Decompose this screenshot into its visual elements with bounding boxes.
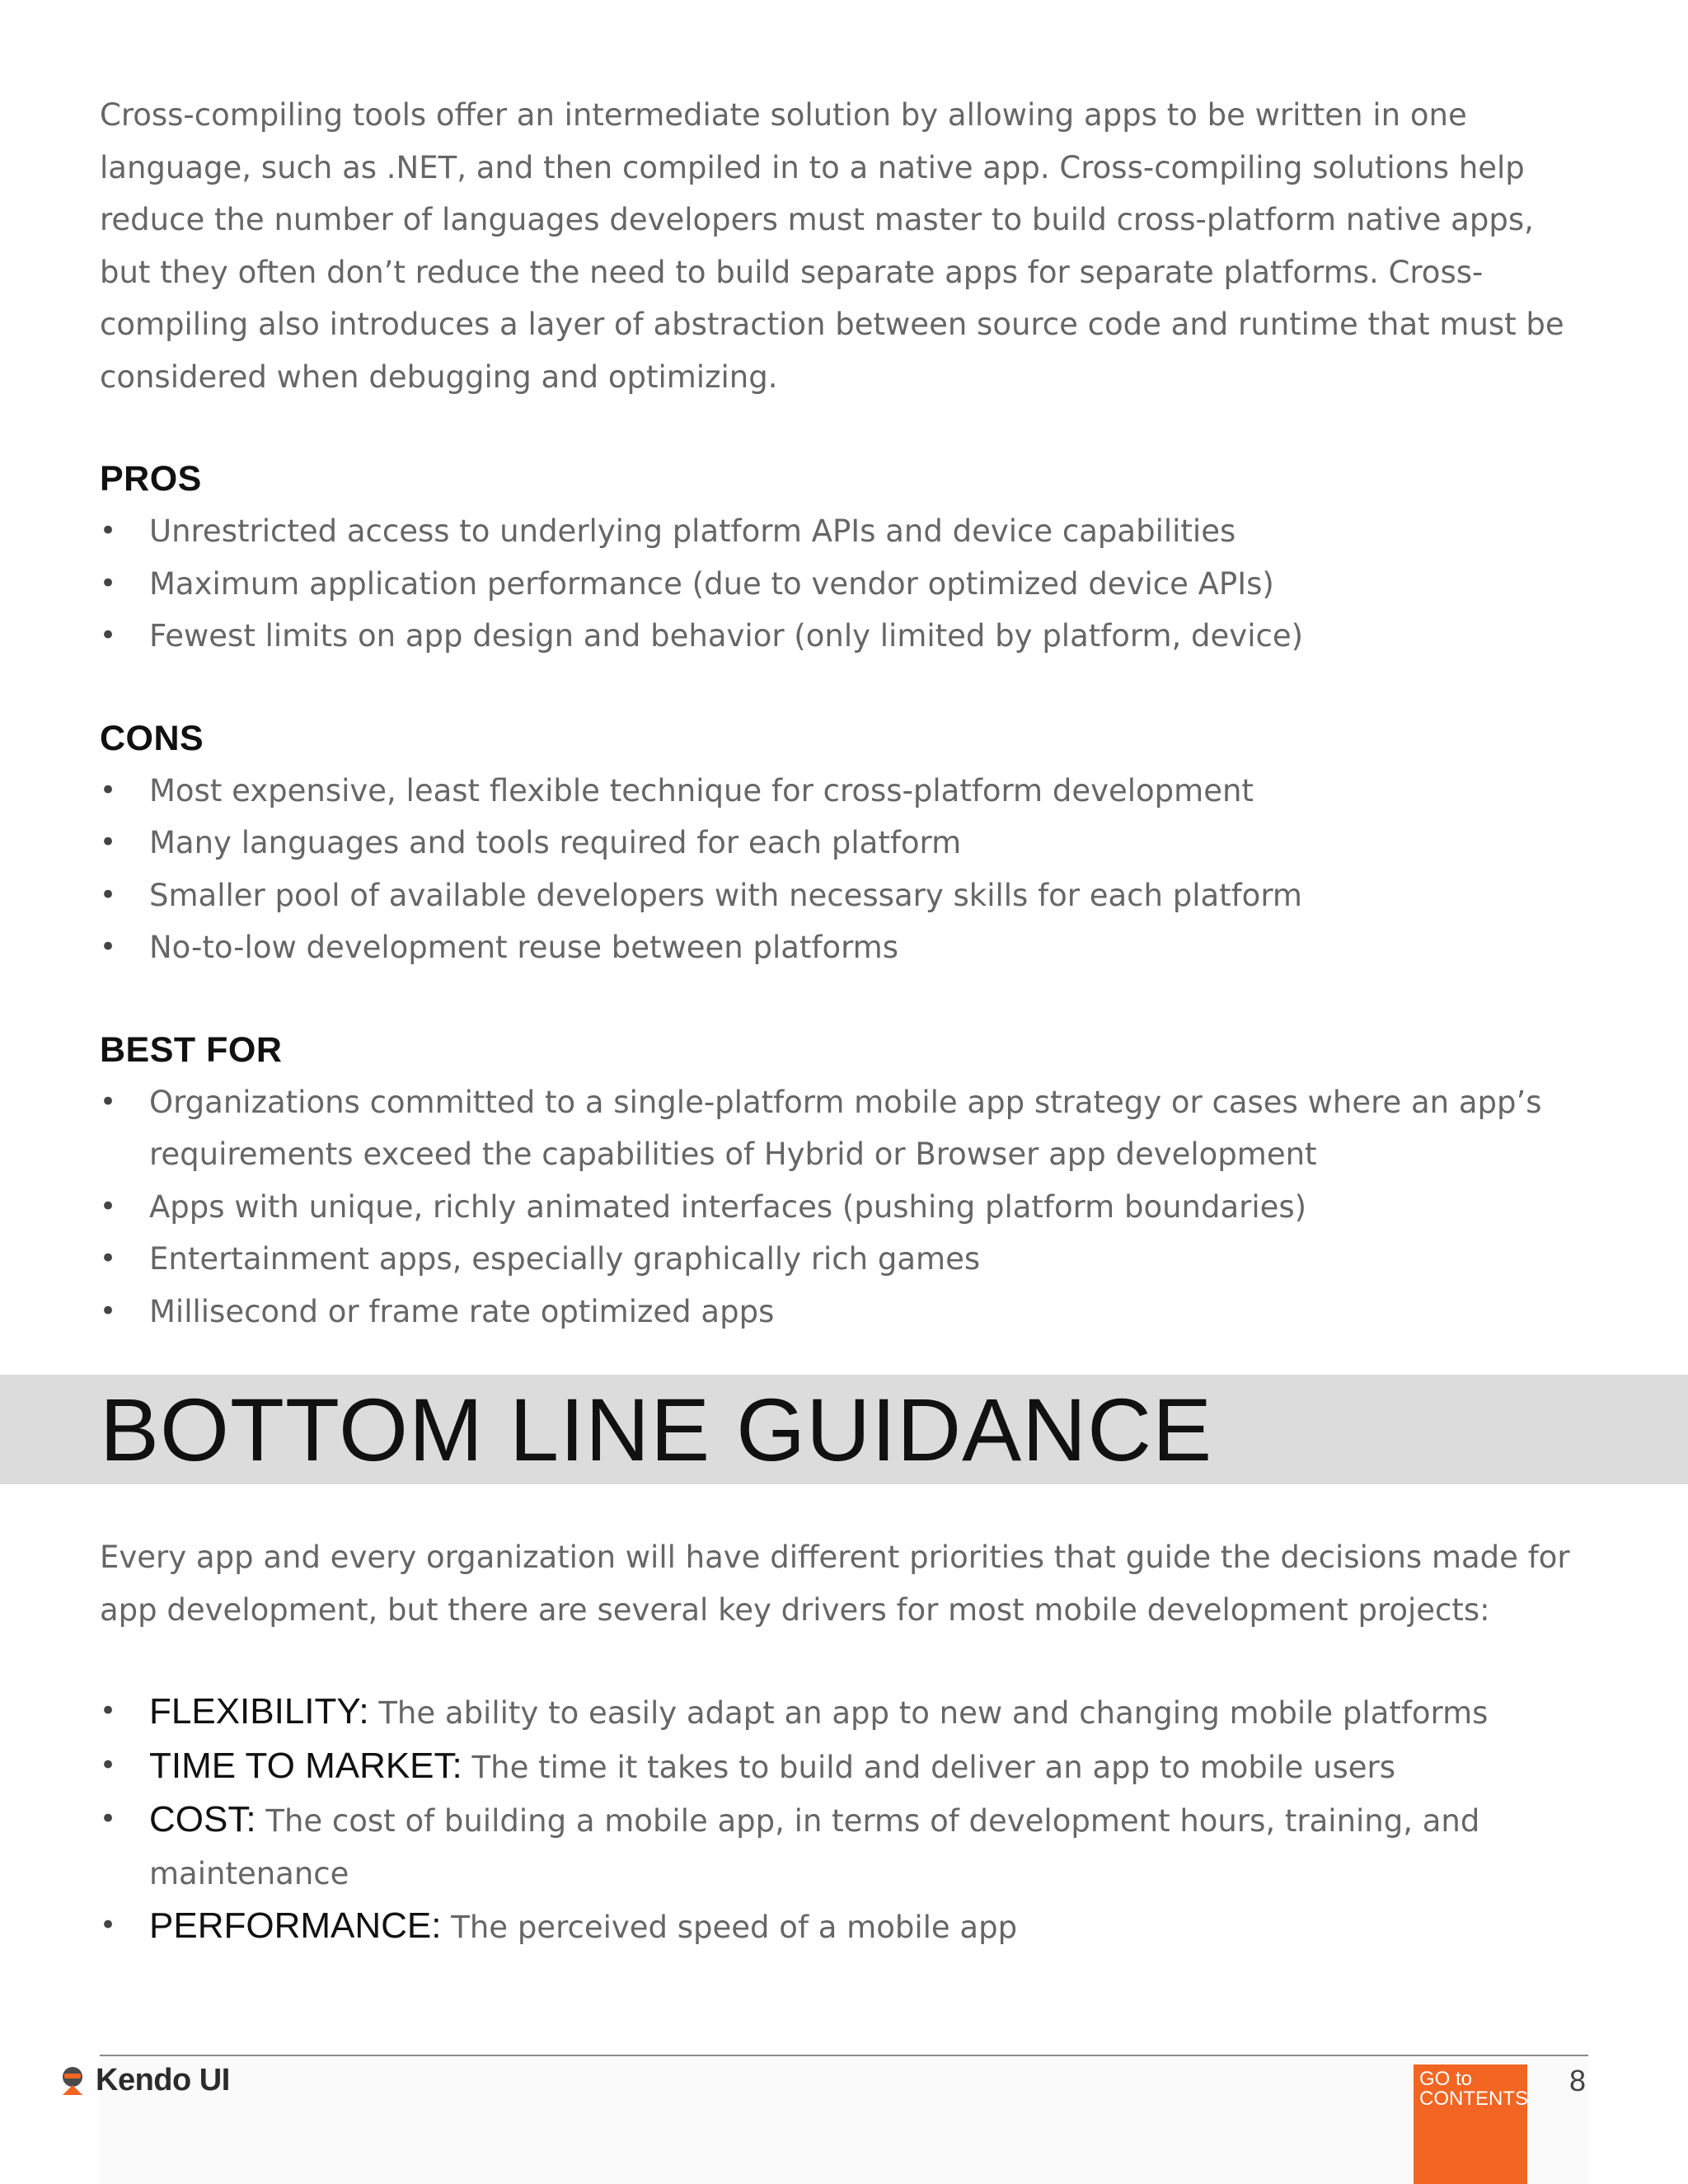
main-content — [100, 89, 1592, 1338]
list-item: • Apps with unique, richly animated interfaces (pushing platform boundaries) — [100, 1181, 1592, 1234]
driver-label: COST: — [149, 1799, 256, 1840]
driver-label: TIME TO MARKET: — [149, 1745, 462, 1786]
pros-heading: PROS — [100, 459, 202, 499]
list-item — [100, 1900, 1592, 1954]
pros-list — [100, 505, 1592, 663]
driver-description: The time it takes to build and deliver an app to mobile users — [462, 1749, 1395, 1785]
footer-background — [100, 2056, 1588, 2184]
list-item: • Unrestricted access to underlying platform APIs and device capabilities — [100, 505, 1592, 558]
best-for-list — [100, 1076, 1592, 1338]
driver-label: FLEXIBILITY: — [149, 1691, 369, 1732]
list-item: • Many languages and tools required for each platform — [100, 817, 1592, 869]
driver-description: The perceived speed of a mobile app — [441, 1910, 1018, 1945]
go-to-contents-button[interactable] — [1414, 2064, 1527, 2184]
kendo-ui-logo[interactable] — [54, 2062, 230, 2098]
list-item: • Maximum application performance (due to vendor optimized device APIs) — [100, 558, 1592, 611]
driver-description: The cost of building a mobile app, in terms of development hours, training, and maintenance — [149, 1803, 1480, 1891]
list-item — [100, 1685, 1592, 1740]
logo-text: Kendo UI — [96, 2062, 230, 2097]
goto-line-1: GO to — [1419, 2068, 1473, 2090]
bottom-line-intro: Every app and every organization will have different priorities that guide the decisions made for app development, but there are several key drivers for most mobile development projects: — [100, 1540, 1570, 1628]
driver-label: PERFORMANCE: — [149, 1905, 442, 1946]
cons-heading: CONS — [100, 718, 204, 758]
list-item: • Millisecond or frame rate optimized apps — [100, 1286, 1592, 1338]
list-item — [100, 1740, 1592, 1794]
list-item: • Entertainment apps, especially graphically rich games — [100, 1233, 1592, 1286]
best-for-heading: BEST FOR — [100, 1029, 283, 1070]
bottom-line-title: BOTTOM LINE GUIDANCE — [100, 1380, 1213, 1479]
list-item: • Fewest limits on app design and behavior (only limited by platform, device) — [100, 610, 1592, 663]
bottom-line-content — [100, 1531, 1592, 1954]
section-banner — [0, 1375, 1688, 1484]
goto-line-2: CONTENTS — [1419, 2088, 1528, 2110]
list-item: • No-to-low development reuse between platforms — [100, 921, 1592, 974]
list-item: • Smaller pool of available developers with necessary skills for each platform — [100, 869, 1592, 922]
intro-paragraph: Cross-compiling tools offer an intermediate solution by allowing apps to be written in one language, such as .NET, and then compiled in to a native app. Cross-compiling solutions help reduce the number of languages developers must master to build cross-platform native apps, but they often don’t reduce the need to build separate apps for separate platforms. Cross-compiling also introduces a layer of abstraction between source code and runtime that must be considered when debugging and optimizing. — [100, 97, 1564, 395]
drivers-list — [100, 1685, 1592, 1954]
list-item — [100, 1793, 1592, 1900]
footer-divider — [100, 2055, 1588, 2056]
list-item: • Organizations committed to a single-platform mobile app strategy or cases where an app’s requirements exceed the capabilities of Hybrid or Browser app development — [100, 1076, 1592, 1181]
ninja-icon — [54, 2062, 91, 2098]
page-number: 8 — [1569, 2064, 1587, 2097]
driver-description: The ability to easily adapt an app to new and changing mobile platforms — [368, 1695, 1489, 1731]
list-item: • Most expensive, least flexible technique for cross-platform development — [100, 765, 1592, 818]
cons-list — [100, 765, 1592, 974]
